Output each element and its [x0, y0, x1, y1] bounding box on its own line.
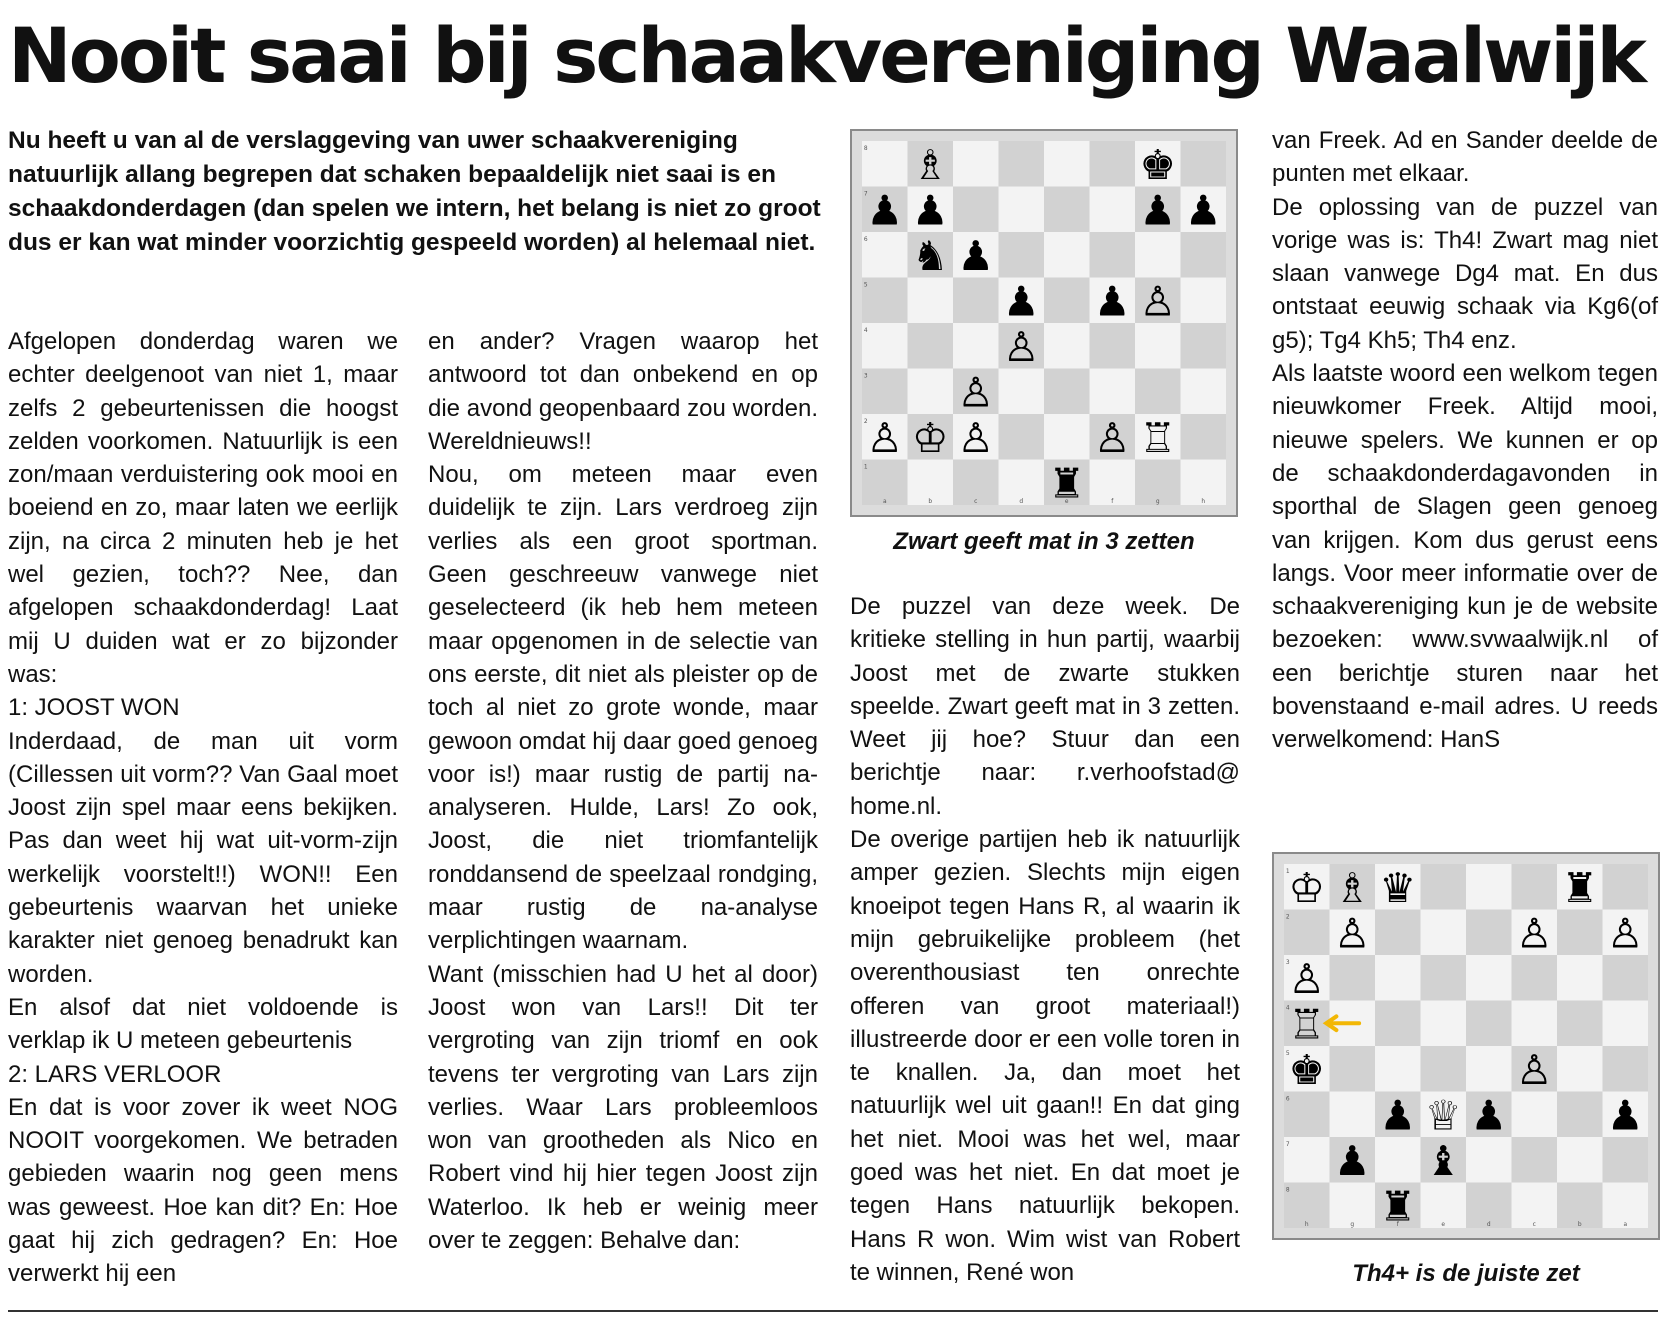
paragraph: Nou, om meteen maar even duidelijk te zijn. Lars verdroeg zijn verlies als een groot sportman. Geen geschreeuw vanwege niet geselecteerd (ik heb hem meteen maar opgenomen in de selectie van ons eerste, dit niet als pleister op de toch al niet zo grote wonde, maar gewoon omdat hij daar goed genoeg voor is!) maar rustig de partij na-analyseren. Hulde, Lars! Zo ook, Joost, die niet triomfantelijk ronddansend de speelzaal rondging, maar rustig de na-analyse verplichtingen waarnam.: [428, 461, 818, 955]
board-square: [1375, 1001, 1421, 1047]
board-square: [862, 323, 908, 369]
board-square: [862, 141, 908, 187]
board-square: [1090, 187, 1136, 233]
board-square: [1181, 232, 1227, 278]
board-square: [1557, 1092, 1603, 1138]
board-square: [999, 141, 1045, 187]
board-square: [862, 278, 908, 324]
paragraph: De overige partijen heb ik natuurlijk amper gezien. Slechts mijn eigen knoeipot tegen Hans R, al waarin ik mijn gebruikelijke probleem (het overenthousiast ten onrechte offeren van groot materiaal!) illustreerde door er een volle toren in te knallen. Ja, dan moet het natuurlijk wel uit gaan!! En dat ging het niet. Mooi was het wel, maar goed was het niet. En dat moet je tegen Hans natuurlijk bekopen. Hans R won. Wim wist van Robert te winnen, René won: [850, 826, 1240, 1286]
board-square: [1090, 232, 1136, 278]
article-column-2: [428, 325, 818, 1257]
board-square: [1421, 864, 1467, 910]
file-label: [1019, 499, 1023, 505]
article-column-3: [850, 590, 1240, 1289]
board-square: [1512, 1137, 1558, 1183]
board-square: [1090, 141, 1136, 187]
board-square: [1421, 910, 1467, 956]
paragraph: Als laatste woord een welkom tegen nieuwkomer Freek. Altijd mooi, nieuwe spelers. We kunnen er op de schaakdonderdagavonden in sporthal de Slagen geen genoeg van krijgen. Kom dus gerust eens langs. Voor meer informatie over de schaakvereniging kun je de website bezoeken: www.svwaalwijk.nl of een berichtje sturen naar het bovenstaand e-mail adres. U reeds verwelkomend: HanS: [1272, 360, 1658, 754]
white-bishop-icon: [1334, 864, 1371, 912]
white-pawn-icon: [957, 369, 994, 417]
board-square: [862, 232, 908, 278]
footer-rule: [8, 1310, 1658, 1312]
board-square: [953, 141, 999, 187]
board-square: [1466, 1137, 1512, 1183]
paragraph: 2: LARS VERLOOR: [8, 1060, 222, 1088]
black-bishop-icon: [1425, 1137, 1462, 1185]
paragraph: van Freek. Ad en Sander deelde de punten met elkaar.: [1272, 127, 1658, 188]
rank-label: [864, 374, 868, 380]
chess-diagram-solution: [1272, 852, 1660, 1240]
board-square: [1181, 278, 1227, 324]
board-square: [1375, 1137, 1421, 1183]
black-king-icon: [1288, 1046, 1325, 1094]
white-pawn-icon: [1094, 414, 1131, 462]
white-king-icon: [1288, 864, 1325, 912]
board-square: [1466, 1001, 1512, 1047]
white-pawn-icon: [1516, 910, 1553, 958]
black-king-icon: [1139, 141, 1176, 189]
file-label: [1201, 499, 1205, 505]
board-square: [1466, 1046, 1512, 1092]
board-square: [1330, 1092, 1376, 1138]
white-queen-icon: [1425, 1092, 1462, 1140]
board-square: [1181, 414, 1227, 460]
board-square: [1557, 1046, 1603, 1092]
board-square: [1284, 1137, 1330, 1183]
board-square: [1044, 187, 1090, 233]
board-square: [999, 187, 1045, 233]
white-rook-icon: [1139, 414, 1176, 462]
board-square: [1512, 864, 1558, 910]
rank-label: [1286, 1097, 1290, 1103]
white-pawn-icon: [957, 414, 994, 462]
board-square: [1512, 955, 1558, 1001]
board-square: [1044, 232, 1090, 278]
black-knight-icon: [912, 232, 949, 280]
board-square: [908, 369, 954, 415]
rank-label: [864, 465, 868, 471]
board-square: [862, 369, 908, 415]
board-square: [953, 323, 999, 369]
rank-label: [864, 283, 868, 289]
chess-diagram-puzzle: [850, 129, 1238, 517]
board-square: [908, 323, 954, 369]
board-square: [953, 187, 999, 233]
paragraph: De oplossing van de puzzel van vorige was is: Th4! Zwart mag niet slaan vanwege Dg4 mat. En dus ontstaat eeuwig schaak via Kg6(of g5); Tg4 Kh5; Th4 enz.: [1272, 193, 1658, 354]
board-square: [1603, 1137, 1649, 1183]
board-square: [1512, 1092, 1558, 1138]
file-label: [1156, 499, 1160, 505]
board-square: [908, 278, 954, 324]
black-pawn-icon: [1470, 1092, 1507, 1140]
board-square: [1466, 955, 1512, 1001]
white-bishop-icon: [912, 141, 949, 189]
board-square: [1284, 910, 1330, 956]
rank-label: [864, 328, 868, 334]
black-pawn-icon: [1185, 187, 1222, 235]
board-square: [999, 232, 1045, 278]
board-square: [1603, 1001, 1649, 1047]
paragraph: Afgelopen donderdag waren we echter deelgenoot van niet 1, maar zelfs 2 gebeurtenissen die hoogst zelden voorkomen. Natuurlijk is een zon/maan verduistering ook mooi en boeiend en zo, maar laten we eerlijk zijn, na circa 2 minuten heb je het wel gezien, toch?? Nee, dan afgelopen schaakdonderdag! Laat mij U duiden wat er zo bijzonder was:: [8, 328, 398, 688]
diagram-caption-solution: Th4+ is de juiste zet: [1352, 1260, 1580, 1287]
file-label: [1487, 1222, 1491, 1228]
file-label: [1305, 1222, 1309, 1228]
board-square: [1466, 864, 1512, 910]
white-rook-icon: [1288, 1001, 1325, 1049]
board-square: [1421, 955, 1467, 1001]
black-pawn-icon: [1003, 278, 1040, 326]
board-square: [1135, 232, 1181, 278]
rank-label: [864, 146, 868, 152]
article-column-4: [1272, 124, 1658, 757]
black-pawn-icon: [1379, 1092, 1416, 1140]
file-label: [1441, 1222, 1445, 1228]
file-label: [1578, 1222, 1582, 1228]
file-label: [1623, 1222, 1627, 1228]
board-square: [1135, 323, 1181, 369]
rank-label: [864, 237, 868, 243]
board-square: [1557, 1001, 1603, 1047]
rank-label: [1286, 1142, 1290, 1148]
board-square: [1090, 369, 1136, 415]
board-square: [1375, 1046, 1421, 1092]
black-pawn-icon: [1094, 278, 1131, 326]
black-rook-icon: [1048, 460, 1085, 505]
white-pawn-icon: [1607, 910, 1644, 958]
board-square: [1557, 910, 1603, 956]
file-label: [883, 499, 887, 505]
board-square: [999, 369, 1045, 415]
board-square: [1603, 864, 1649, 910]
board-square: [1557, 955, 1603, 1001]
board-square: [1044, 278, 1090, 324]
board-square: [1375, 955, 1421, 1001]
intro-paragraph: Nu heeft u van al de verslaggeving van uwer schaakvereniging natuurlijk allang begrepen dat schaken bepaaldelijk niet saai is en schaakdonderdagen (dan spelen we intern, het belang is niet zo groot dus er kan wat minder voorzichtig gespeeld worden) al helemaal niet.: [8, 127, 821, 256]
board-square: [1044, 369, 1090, 415]
black-pawn-icon: [1139, 187, 1176, 235]
board-square: [1330, 1046, 1376, 1092]
board-square: [1466, 910, 1512, 956]
black-pawn-icon: [957, 232, 994, 280]
board-square: [1044, 414, 1090, 460]
diagram-caption-puzzle: Zwart geeft mat in 3 zetten: [893, 528, 1195, 555]
board-square: [1512, 1001, 1558, 1047]
headline: Nooit saai bij schaakvereniging Waalwijk: [8, 11, 1644, 100]
rank-label: [1286, 915, 1290, 921]
file-label: [928, 499, 932, 505]
board-square: [1557, 1137, 1603, 1183]
white-king-icon: [912, 414, 949, 462]
file-label: [1533, 1222, 1536, 1228]
file-label: [974, 499, 977, 505]
rank-label: [1286, 1188, 1290, 1194]
paragraph: En alsof dat niet voldoende is verklap ik U meteen gebeurtenis: [8, 993, 398, 1055]
board-square: [999, 414, 1045, 460]
paragraph: 1: JOOST WON: [8, 694, 180, 722]
board-square: [1284, 1092, 1330, 1138]
white-pawn-icon: [1288, 955, 1325, 1003]
black-rook-icon: [1561, 864, 1598, 912]
white-pawn-icon: [1516, 1046, 1553, 1094]
board-square: [1181, 369, 1227, 415]
chess-board-solution: [1284, 864, 1648, 1228]
board-square: [1603, 955, 1649, 1001]
board-square: [1044, 141, 1090, 187]
board-square: [953, 278, 999, 324]
black-pawn-icon: [1334, 1137, 1371, 1185]
white-pawn-icon: [1334, 910, 1371, 958]
board-square: [1375, 910, 1421, 956]
black-pawn-icon: [1607, 1092, 1644, 1140]
paragraph: Inderdaad, de man uit vorm (Cillessen uit vorm?? Van Gaal moet Joost zijn spel maar eens bekijken. Pas dan weet hij wat uit-vorm-zijn werkelijk voorstelt!!) WON!! Een gebeurtenis waarvan het unieke karakter niet genoeg benadrukt kan worden.: [8, 727, 398, 988]
white-pawn-icon: [866, 414, 903, 462]
board-square: [1181, 141, 1227, 187]
black-pawn-icon: [912, 187, 949, 235]
white-pawn-icon: [1139, 278, 1176, 326]
article-column-1: [8, 325, 398, 1291]
black-rook-icon: [1379, 1183, 1416, 1228]
black-pawn-icon: [866, 187, 903, 235]
board-square: [1421, 1001, 1467, 1047]
board-square: [1090, 323, 1136, 369]
board-square: [1421, 1046, 1467, 1092]
paragraph: De puzzel van deze week. De kritieke stelling in hun partij, waarbij Joost met de zwarte stukken speelde. Zwart geeft mat in 3 zetten. Weet jij hoe? Stuur dan een berichtje naar: r.verhoofstad@ home.nl.: [850, 593, 1240, 820]
paragraph: Want (misschien had U het al door) Joost won van Lars!! Dit ter vergroting van zijn triomf en ook tevens ter vergroting van Lars zijn verlies. Waar Lars probleemloos won van grootheden als Nico en Robert vind hij hier tegen Joost zijn Waterloo. Ik heb er weinig meer over te zeggen: Behalve dan:: [428, 960, 818, 1255]
chess-board-puzzle: [862, 141, 1226, 505]
board-square: [1330, 955, 1376, 1001]
board-square: [1181, 323, 1227, 369]
paragraph: en ander? Vragen waarop het antwoord tot dan onbekend en op die avond geopenbaard zou worden. Wereldnieuws!!: [428, 328, 818, 455]
white-pawn-icon: [1003, 323, 1040, 371]
file-label: [1350, 1222, 1354, 1228]
board-square: [1603, 1046, 1649, 1092]
board-square: [1135, 369, 1181, 415]
black-queen-icon: [1379, 864, 1416, 912]
paragraph: En dat is voor zover ik weet NOG NOOIT voorgekomen. We betraden gebieden waarin nog geen mens was geweest. Hoe kan dit? En: Hoe gaat hij zich gedragen? En: Hoe verwerkt hij een: [8, 1093, 398, 1288]
board-square: [1044, 323, 1090, 369]
